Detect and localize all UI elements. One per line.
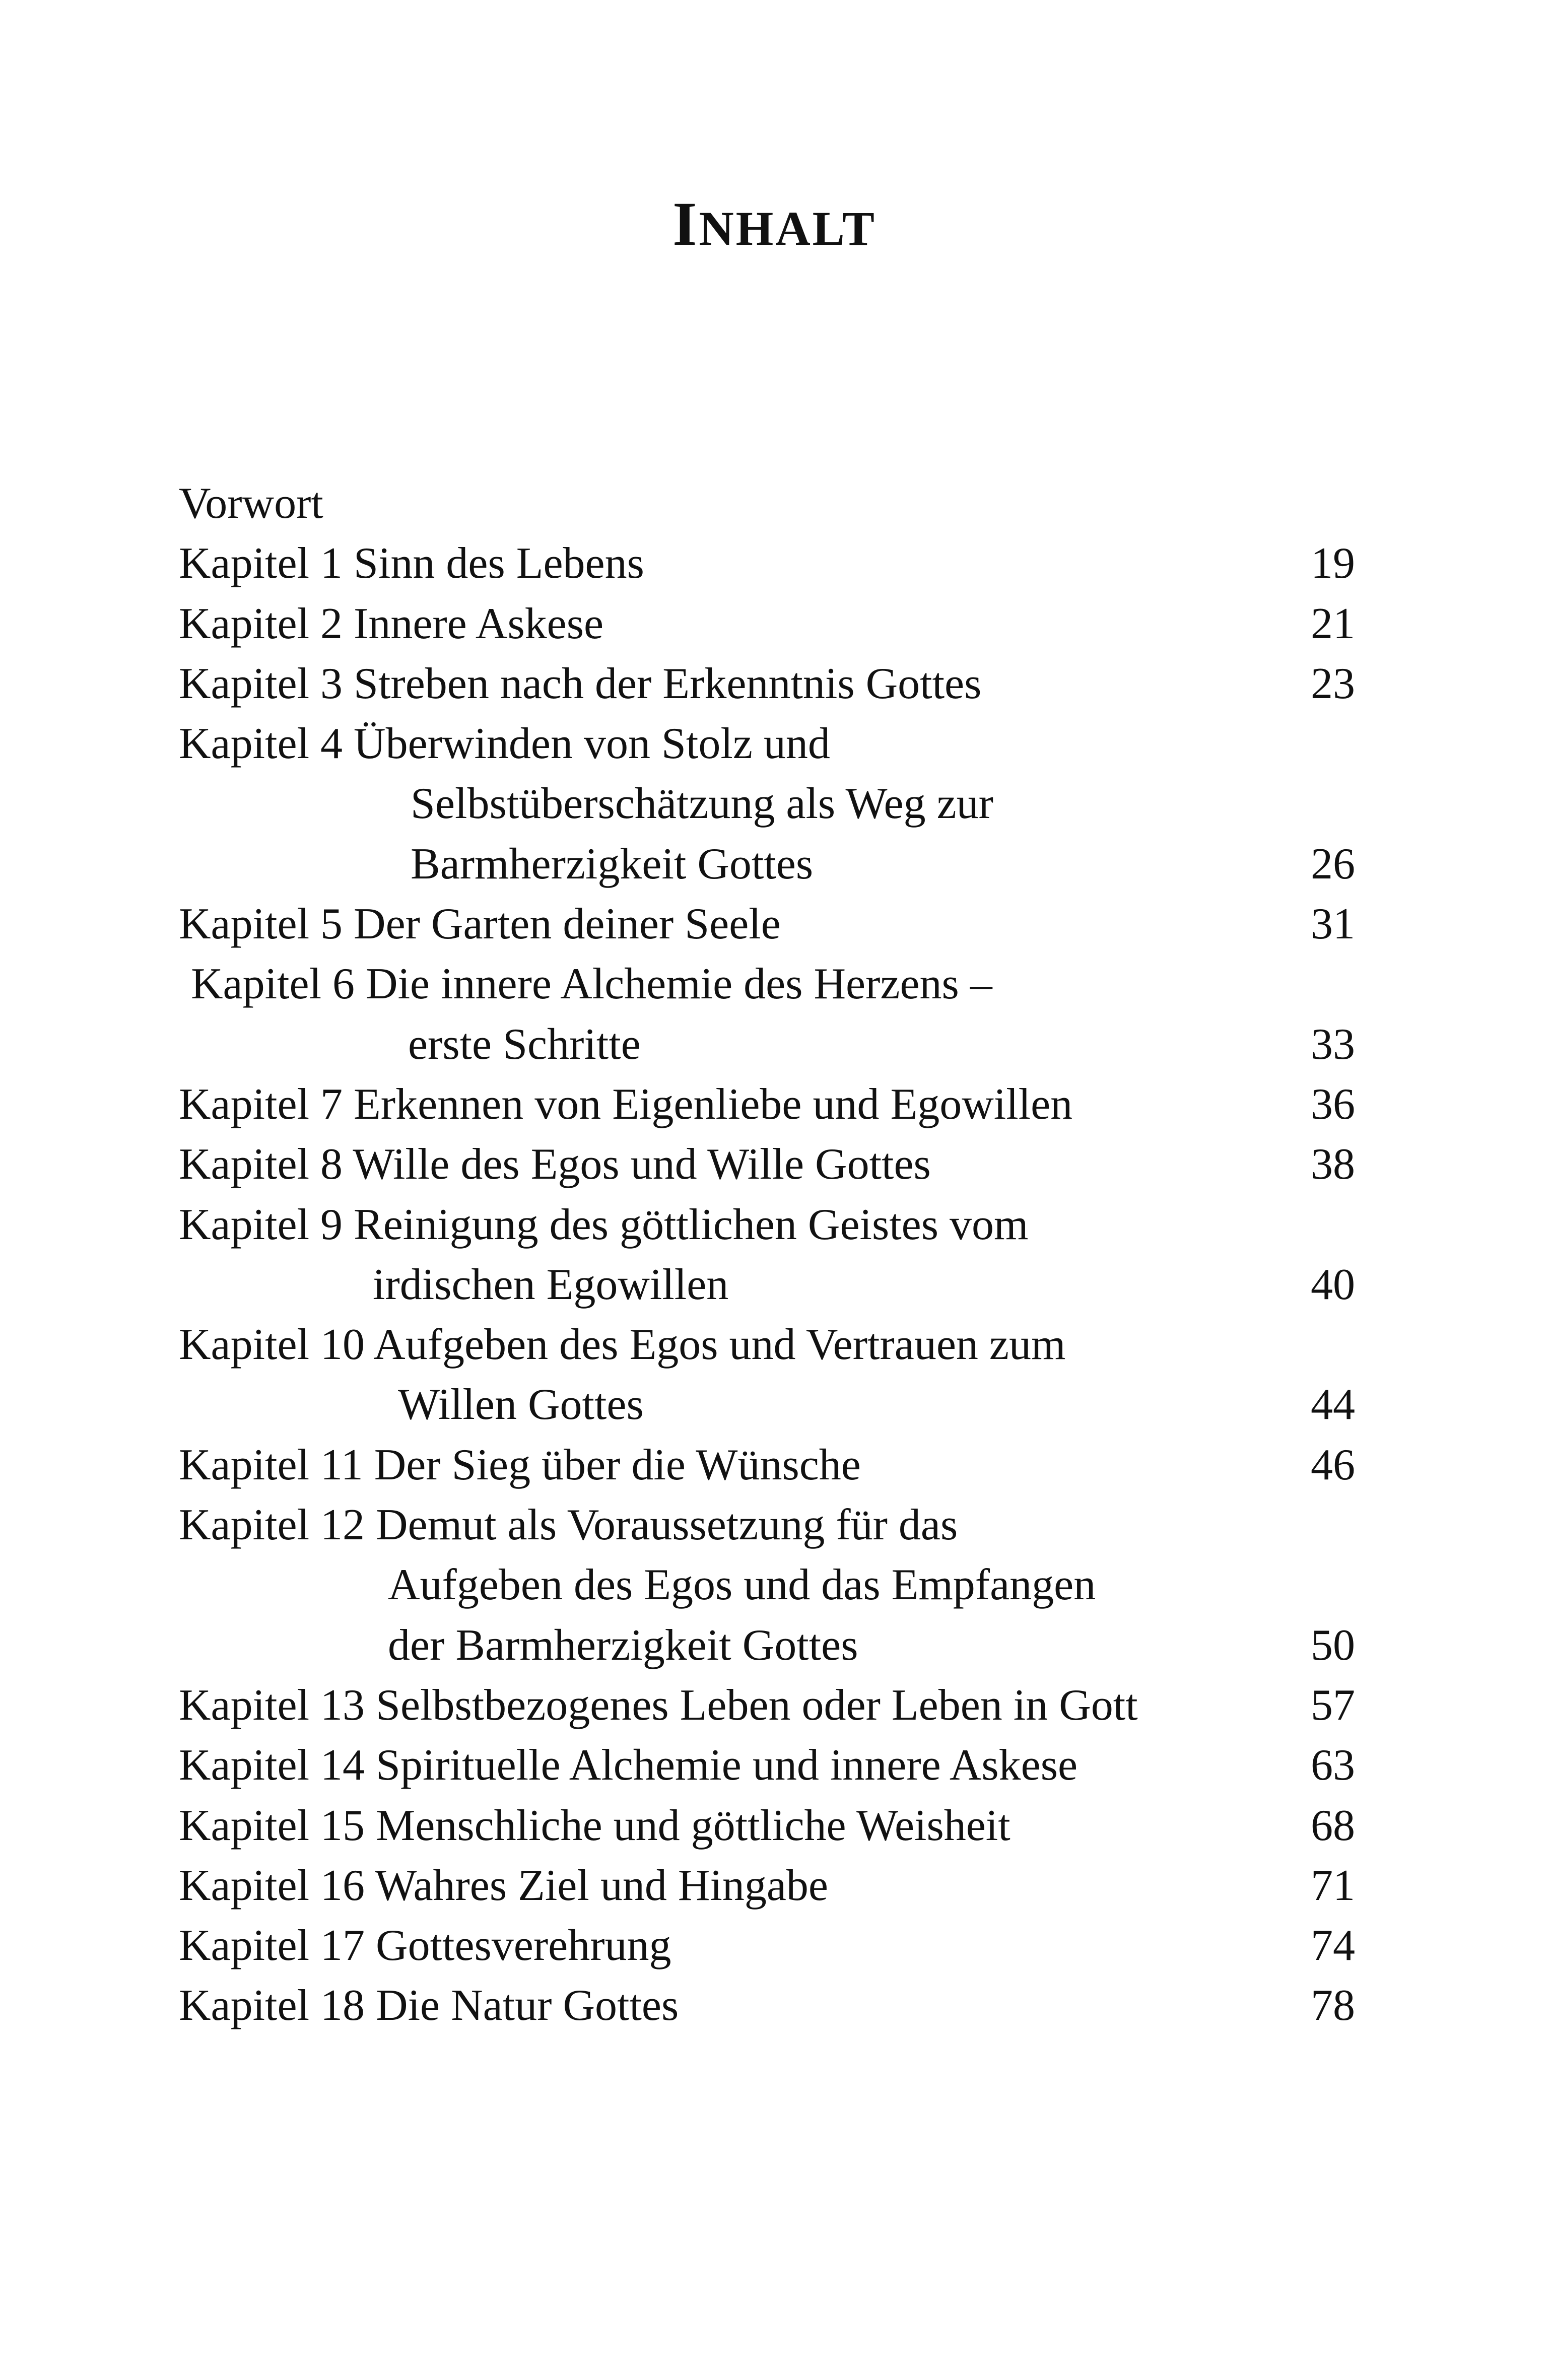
toc-page-number: 31 [1311,900,1355,949]
toc-entry [179,473,1355,533]
toc-page-number: 46 [1311,1440,1355,1489]
title-initial: I [672,189,699,258]
toc-page-number: 33 [1311,1019,1355,1069]
toc-entry [179,774,1355,834]
toc-entry-title: Vorwort [179,479,323,528]
toc-page-number: 19 [1311,539,1355,588]
page-title [0,186,1549,266]
toc-entry [179,1074,1355,1134]
toc-entry-title: Kapitel 7 Erkennen von Eigenliebe und Egowillen [179,1079,1073,1129]
toc-entry [179,1435,1355,1495]
toc-entry [179,1195,1355,1255]
toc-entry-title: Kapitel 12 Demut als Voraussetzung für das [179,1501,958,1550]
toc-entry-title: Kapitel 14 Spirituelle Alchemie und innere Askese [179,1741,1078,1790]
toc-entry-title: Kapitel 8 Wille des Egos und Wille Gottes [179,1140,931,1189]
toc-page-number: 78 [1311,1981,1355,2030]
toc-entry [179,1976,1355,2035]
toc-entry-title: Kapitel 3 Streben nach der Erkenntnis Gottes [179,659,982,708]
toc-entry-title: Kapitel 9 Reinigung des göttlichen Geistes vom [179,1200,1029,1249]
toc-entry [179,654,1355,714]
toc-entry-title: Kapitel 6 Die innere Alchemie des Herzens – [191,960,992,1009]
toc-entry-title: der Barmherzigkeit Gottes [388,1620,858,1670]
toc-entry-title: irdischen Egowillen [373,1260,729,1309]
toc-entry [179,834,1355,894]
toc-entry-title: Willen Gottes [398,1380,644,1430]
title-rest: NHALT [699,201,877,255]
toc-entry-title: erste Schritte [408,1019,641,1069]
toc-page-number: 57 [1311,1680,1355,1730]
toc-entry [179,894,1355,954]
toc-page-number: 50 [1311,1620,1355,1670]
toc-entry-title: Kapitel 2 Innere Askese [179,599,604,648]
toc-page-number: 38 [1311,1140,1355,1189]
toc-entry [179,1375,1355,1435]
toc-page-number: 74 [1311,1921,1355,1970]
toc-page-number: 40 [1311,1260,1355,1309]
toc-entry [179,1315,1355,1375]
toc-page-number: 23 [1311,659,1355,708]
toc-entry-title: Aufgeben des Egos und das Empfangen [388,1560,1096,1610]
toc-entry [179,1615,1355,1675]
toc-page-number: 71 [1311,1861,1355,1910]
toc-entry [179,1555,1355,1615]
toc-entry-title: Kapitel 11 Der Sieg über die Wünsche [179,1440,861,1489]
toc-entry-title: Barmherzigkeit Gottes [411,839,814,889]
toc-page-number: 44 [1311,1380,1355,1430]
toc-entry [179,1675,1355,1735]
toc-entry-title: Kapitel 15 Menschliche und göttliche Weisheit [179,1801,1011,1850]
toc-entry-title: Kapitel 10 Aufgeben des Egos und Vertrauen zum [179,1320,1066,1370]
table-of-contents [179,473,1355,2036]
toc-entry [179,1916,1355,1976]
toc-entry-title: Kapitel 16 Wahres Ziel und Hingabe [179,1861,828,1910]
toc-entry [179,954,1355,1014]
toc-page-number: 63 [1311,1741,1355,1790]
toc-entry [179,1014,1355,1074]
toc-entry [179,594,1355,654]
toc-entry [179,1856,1355,1916]
toc-entry-title: Kapitel 17 Gottesverehrung [179,1921,671,1970]
toc-entry [179,533,1355,593]
toc-entry-title: Kapitel 1 Sinn des Lebens [179,539,644,588]
toc-entry-title: Kapitel 18 Die Natur Gottes [179,1981,679,2030]
toc-entry-title: Kapitel 4 Überwinden von Stolz und [179,719,830,769]
toc-entry [179,1134,1355,1194]
toc-page-number: 21 [1311,599,1355,648]
toc-page-number: 36 [1311,1079,1355,1129]
toc-entry-title: Kapitel 13 Selbstbezogenes Leben oder Leben in Gott [179,1680,1138,1730]
toc-page-number: 68 [1311,1801,1355,1850]
toc-entry [179,714,1355,774]
toc-entry-title: Kapitel 5 Der Garten deiner Seele [179,900,781,949]
toc-page-number: 26 [1311,839,1355,889]
toc-entry [179,1255,1355,1315]
toc-entry [179,1735,1355,1795]
toc-entry-title: Selbstüberschätzung als Weg zur [411,779,993,829]
toc-entry [179,1796,1355,1856]
toc-entry [179,1495,1355,1555]
